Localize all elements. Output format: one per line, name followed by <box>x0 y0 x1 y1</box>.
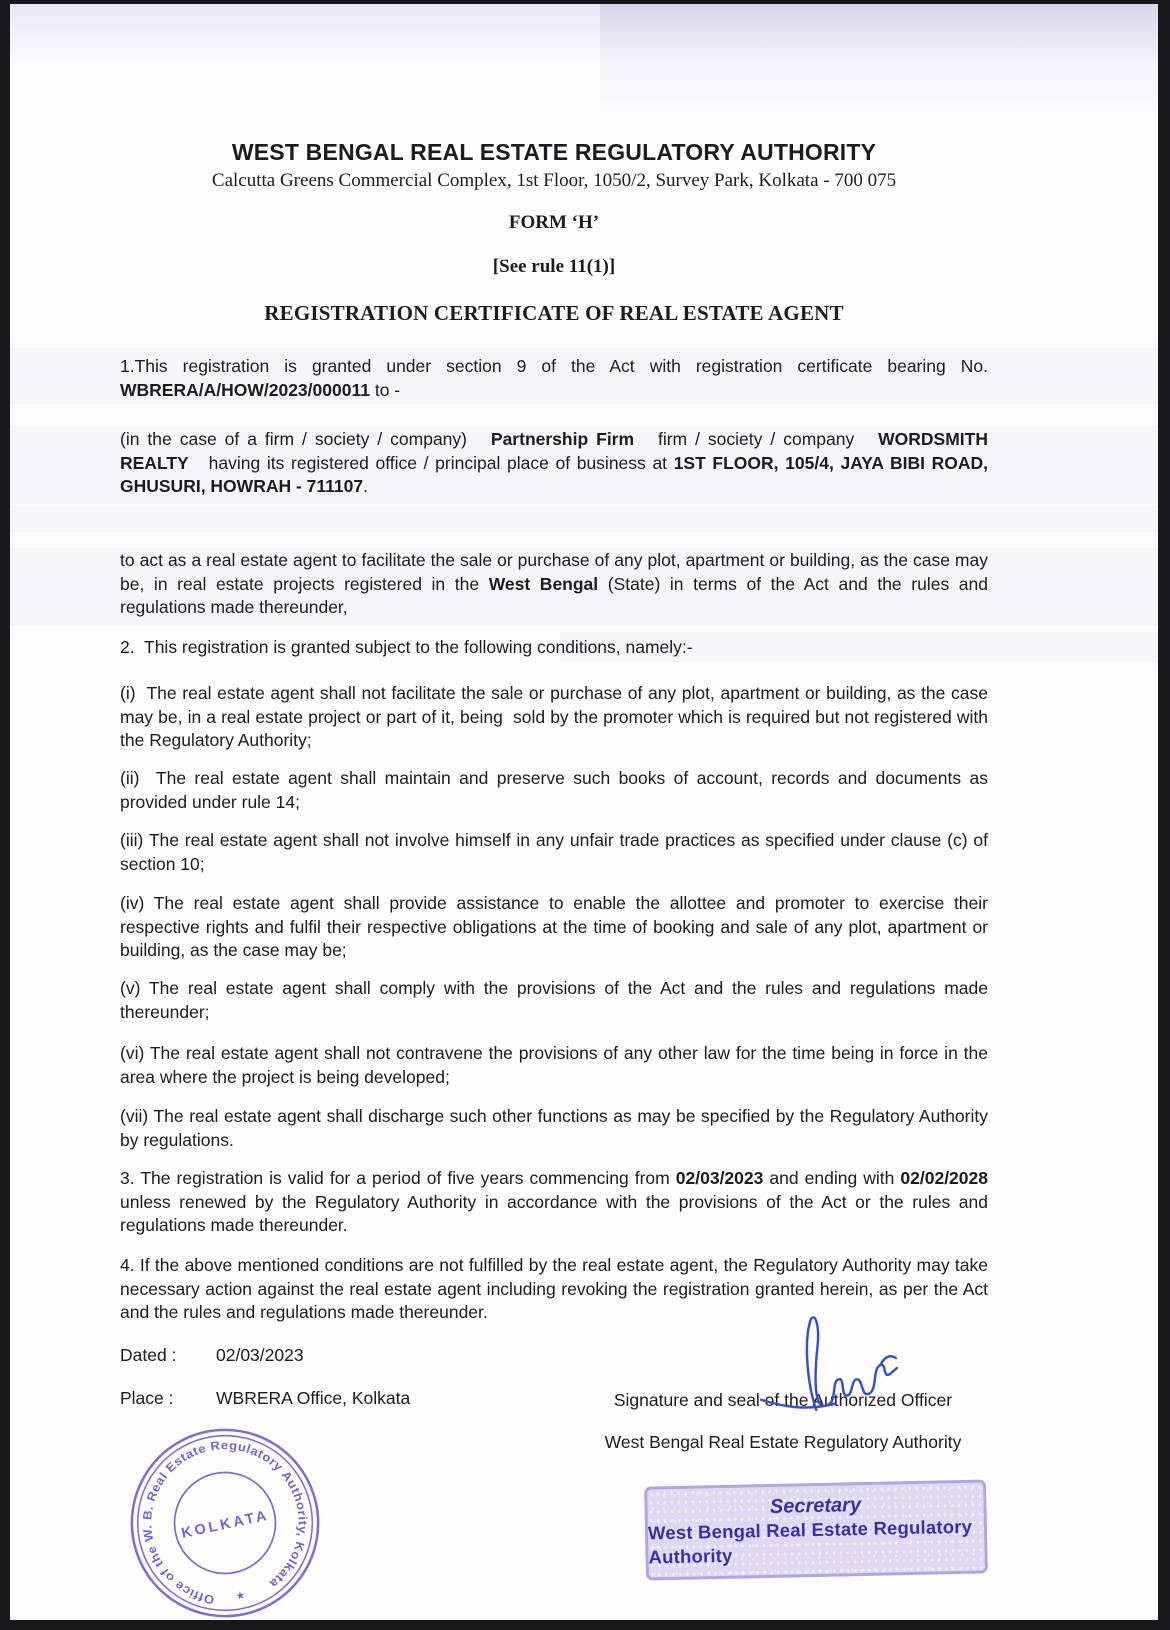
registration-number: WBRERA/A/HOW/2023/000011 <box>120 379 370 400</box>
firm-name: WORDSMITH REALTY <box>120 429 988 473</box>
round-stamp-center-text: KOLKATA <box>180 1507 271 1542</box>
clause-1-tail: to - <box>369 379 401 400</box>
condition-v: (v) The real estate agent shall comply with the provisions of the Act and the rules and regulations made thereunder; <box>120 978 988 1022</box>
clause-3-text: 3. The registration is valid for a period of five years commencing from <box>120 1168 676 1188</box>
scan-border-bottom <box>0 1620 1170 1630</box>
rule-reference: [See rule 11(1)] <box>492 256 616 277</box>
state-name: West Bengal <box>488 573 599 594</box>
scan-tint-top <box>10 4 1158 64</box>
firm-mid: firm / society / company <box>634 429 879 449</box>
expiry-date: 02/02/2028 <box>900 1168 988 1188</box>
condition-iii: (iii) The real estate agent shall not involve himself in any unfair trade practices as specified under clause (c) of section 10; <box>120 830 988 874</box>
condition-iv: (iv) The real estate agent shall provide assistance to enable the allottee and promoter to exercise their respective rights and fulfil their respective obligations at the time of booking and sale of any plot, apartment or building, as the case may be; <box>120 893 988 960</box>
clause-1-text: 1.This registration is granted under section 9 of the Act with registration certificate bearing No. <box>120 356 988 376</box>
clause-3-mid: and ending with <box>763 1168 901 1188</box>
firm-address: 1ST FLOOR, 105/4, JAYA BIBI ROAD, GHUSURI, HOWRAH - 711107 <box>120 452 988 496</box>
condition-i: (i) The real estate agent shall not facilitate the sale or purchase of any plot, apartment or building, as the case may be, in a real estate project or part of it, being sold by the promoter which is required but not registered with the Regulatory Authority; <box>120 683 988 750</box>
firm-end: . <box>363 476 368 496</box>
scan-tint-top-right <box>600 4 1158 114</box>
signature-caption: Signature and seal of the Authorized Officer <box>613 1390 953 1410</box>
firm-paragraph <box>120 428 988 499</box>
form-number: FORM ‘H’ <box>508 212 600 233</box>
scan-border-right <box>1158 0 1170 1630</box>
condition-vii: (vii) The real estate agent shall discharge such other functions as may be specified by the Regulatory Authority by regulations. <box>120 1106 988 1150</box>
signature-ink-icon <box>752 1312 907 1414</box>
scope-paragraph <box>120 549 988 620</box>
secretary-stamp-title: Secretary <box>769 1494 862 1518</box>
certificate-title: REGISTRATION CERTIFICATE OF REAL ESTATE AGENT <box>264 301 844 325</box>
scan-border-top <box>0 0 1170 4</box>
firm-intro: (in the case of a firm / society / company) <box>120 429 491 449</box>
authority-name: WEST BENGAL REAL ESTATE REGULATORY AUTHORITY <box>231 139 877 165</box>
condition-vi: (vi) The real estate agent shall not contravene the provisions of any other law for the time being in force in the area where the project is being developed; <box>120 1043 988 1087</box>
scan-border-left <box>0 0 10 1630</box>
clause-2: 2. This registration is granted subject to the following conditions, namely:- <box>120 637 693 657</box>
clause-3-tail: unless renewed by the Regulatory Authority in accordance with the provisions of the Act or the rules and regulations made thereunder. <box>120 1191 988 1235</box>
scope-text: to act as a real estate agent to facilitate the sale or purchase of any plot, apartment or building, as the case may be, in real estate projects registered in the <box>120 550 988 594</box>
round-stamp-star: ★ <box>234 1589 247 1603</box>
scope-tail: (State) in terms of the Act and the rules and regulations made thereunder, <box>120 573 989 617</box>
secretary-stamp-authority: West Bengal Real Estate Regulatory Authority <box>647 1515 973 1568</box>
firm-office-text: having its registered office / principal place of business at <box>188 452 674 473</box>
clause-3 <box>120 1167 988 1238</box>
commencement-date: 02/03/2023 <box>675 1168 764 1188</box>
dated-label: Dated : <box>120 1345 177 1365</box>
place-value: WBRERA Office, Kolkata <box>216 1388 411 1408</box>
scan-band <box>10 506 1158 532</box>
authority-caption: West Bengal Real Estate Regulatory Authority <box>604 1432 962 1452</box>
place-label: Place : <box>120 1388 174 1408</box>
round-stamp-ring-text: Office of the W. B. Real Estate Regulatory Authority, Kolkata <box>140 1438 310 1607</box>
round-office-stamp-icon <box>110 1408 340 1630</box>
dated-value: 02/03/2023 <box>216 1345 304 1365</box>
firm-type: Partnership Firm <box>490 429 635 449</box>
condition-ii: (ii) The real estate agent shall maintain and preserve such books of account, records and documents as provided under rule 14; <box>120 768 988 812</box>
secretary-stamp <box>644 1479 988 1580</box>
clause-4: 4. If the above mentioned conditions are not fulfilled by the real estate agent, the Regulatory Authority may take necessary action against the real estate agent including revoking the registration granted herein, as per the Act and the rules and regulations made thereunder. <box>120 1255 988 1322</box>
clause-1 <box>120 355 988 402</box>
authority-address: Calcutta Greens Commercial Complex, 1st Floor, 1050/2, Survey Park, Kolkata - 700 075 <box>211 170 897 191</box>
